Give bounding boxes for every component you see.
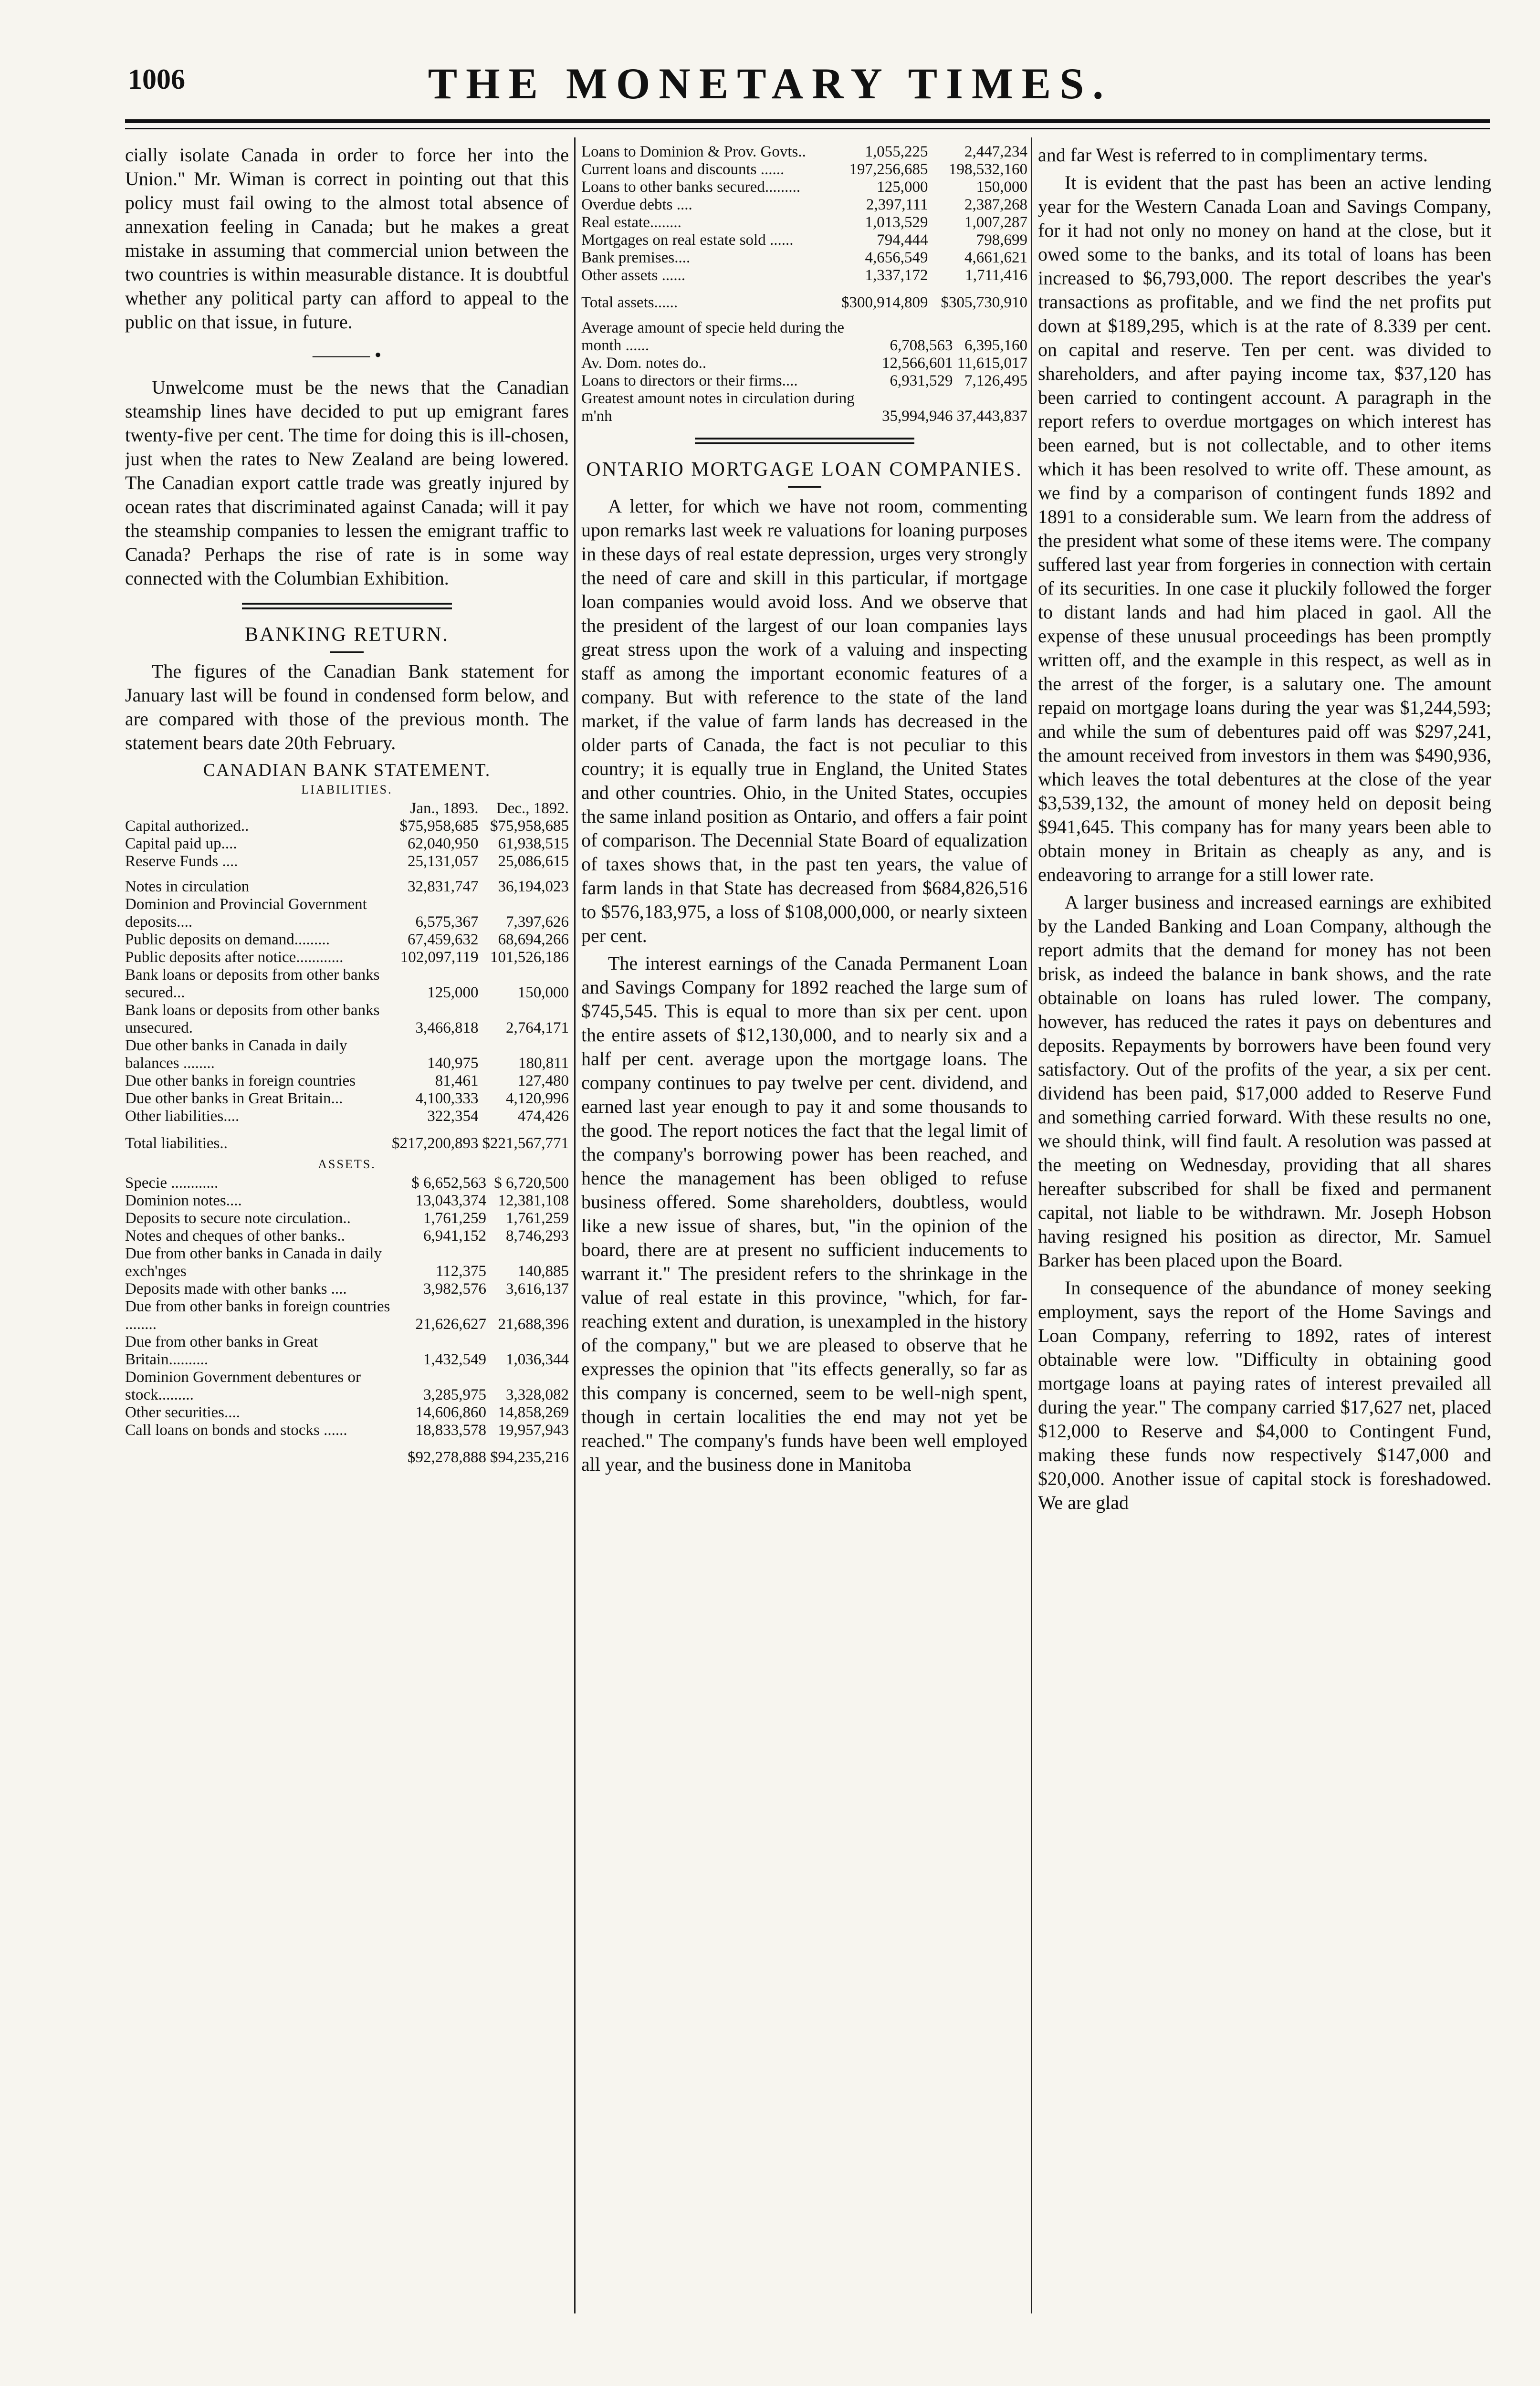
row-value-dec: 1,761,259 xyxy=(506,1210,569,1227)
table-row xyxy=(581,143,1027,161)
averages-table xyxy=(581,319,1027,425)
row-value-jan: 14,606,860 xyxy=(415,1404,486,1421)
row-value-dec: 150,000 xyxy=(517,984,569,1001)
row-value-dec: 127,480 xyxy=(517,1072,569,1089)
row-value-dec: 4,661,621 xyxy=(964,249,1027,266)
row-value-jan: 1,761,259 xyxy=(423,1210,486,1227)
statement-title: CANADIAN BANK STATEMENT. xyxy=(203,760,491,780)
row-label: Deposits to secure note circulation.. xyxy=(125,1210,351,1227)
row-value-jan: 4,100,333 xyxy=(415,1090,479,1107)
row-value-jan: 67,459,632 xyxy=(408,931,479,948)
row-label: Public deposits on demand......... xyxy=(125,931,330,948)
row-label: Bank loans or deposits from other banks unsecured. xyxy=(125,1002,380,1036)
table-row xyxy=(125,1090,569,1108)
row-label: Bank premises.... xyxy=(581,249,691,266)
row-label: Overdue debts .... xyxy=(581,196,692,213)
row-label: Other assets ...... xyxy=(581,267,686,284)
table-row xyxy=(581,267,1027,284)
row-label: Loans to directors or their firms.... xyxy=(581,372,798,389)
row-value-jan: 125,000 xyxy=(427,984,479,1001)
table-total-row xyxy=(125,1125,569,1152)
double-rule xyxy=(695,438,914,444)
table-row xyxy=(581,214,1027,231)
table-row xyxy=(125,853,569,870)
article-paragraph: A letter, for which we have not room, commenting upon remarks last week re valuations for loaning purposes in these days of real estate depression, urges very strongly the need of care and skill in this particular, if mortgage loan companies would avoid loss. And we observe that the president of the largest of our loan companies lays great stress upon the work of a valuing and inspecting staff as among the important economic features of a company. But with reference to the state of the land market, if the value of farm lands has decreased in the older parts of Canada, the fact is not peculiar to this country; it is equally true in England, the United States and other countries. Ohio, in the United States, occupies the same inland position as Ontario, and offers a fair point of comparison. The Decennial State Board of equalization of taxes shows that, in the past ten years, the value of farm lands in that State has decreased from $684,826,516 to $576,183,975, a loss of $108,000,000, or nearly sixteen per cent. xyxy=(581,495,1027,946)
row-label: Greatest amount notes in circulation during m'nh xyxy=(581,390,855,425)
page-header xyxy=(0,0,1540,143)
row-label: Other securities.... xyxy=(125,1404,241,1421)
row-label: Due from other banks in foreign countries ........ xyxy=(125,1298,390,1333)
row-label: Other liabilities.... xyxy=(125,1108,240,1125)
row-value-dec: 1,007,287 xyxy=(964,214,1027,231)
column-divider xyxy=(574,137,576,2313)
table-row xyxy=(125,1108,569,1125)
row-value-dec: 3,616,137 xyxy=(506,1280,569,1298)
table-row xyxy=(125,1298,569,1333)
table-row xyxy=(581,319,1027,355)
row-value-jan: 112,375 xyxy=(435,1263,486,1280)
row-value-dec: 61,938,515 xyxy=(498,835,569,852)
table-row xyxy=(125,1210,569,1227)
row-value-jan: $75,958,685 xyxy=(399,817,479,835)
row-value-jan: 21,626,627 xyxy=(415,1316,486,1333)
table-row xyxy=(581,390,1027,425)
row-value-jan: 1,337,172 xyxy=(865,267,928,284)
row-value-jan: 25,131,057 xyxy=(408,853,479,870)
page-number: 1006 xyxy=(128,63,185,95)
table-row xyxy=(581,231,1027,249)
row-value-jan: 2,397,111 xyxy=(866,196,928,213)
row-value-dec: 12,381,108 xyxy=(498,1192,569,1209)
section-separator: ——— • xyxy=(312,344,381,366)
header-rule-thin xyxy=(125,128,1490,129)
assets-body xyxy=(125,1174,569,1439)
row-value-dec: 36,194,023 xyxy=(498,878,569,895)
table-row xyxy=(125,1192,569,1210)
table-row xyxy=(125,1280,569,1298)
row-label: Notes in circulation xyxy=(125,878,250,895)
table-row xyxy=(125,1404,569,1422)
row-label: Av. Dom. notes do.. xyxy=(581,355,707,372)
row-value-dec: 101,526,186 xyxy=(490,949,569,966)
row-value-jan: 6,708,563 xyxy=(890,337,953,354)
header-rule xyxy=(125,119,1490,123)
row-value-dec: 198,532,160 xyxy=(949,161,1027,178)
table-row xyxy=(125,817,569,835)
table-total-row xyxy=(125,1439,569,1466)
total-value: $217,200,893 xyxy=(392,1135,479,1152)
column-divider xyxy=(1031,137,1032,2313)
row-label: Due other banks in Canada in daily balances ........ xyxy=(125,1037,347,1072)
row-label: Specie ............ xyxy=(125,1174,219,1192)
row-value-dec: 68,694,266 xyxy=(498,931,569,948)
table-header-row xyxy=(125,800,569,817)
row-label: Dominion and Provincial Government deposits.... xyxy=(125,896,367,931)
table-row xyxy=(125,835,569,853)
table-row xyxy=(125,1072,569,1090)
row-value-jan: 3,982,576 xyxy=(423,1280,486,1298)
row-value-dec: 37,443,837 xyxy=(956,408,1027,425)
row-label: Capital paid up.... xyxy=(125,835,237,852)
table-row xyxy=(125,870,569,896)
row-value-jan: 18,833,578 xyxy=(415,1422,486,1439)
row-label: Real estate........ xyxy=(581,214,681,231)
row-value-jan: 6,575,367 xyxy=(415,913,479,931)
row-value-jan: 6,941,152 xyxy=(423,1227,486,1245)
liabilities-body xyxy=(125,817,569,1125)
table-row xyxy=(581,249,1027,267)
column-header: Dec., 1892. xyxy=(496,800,569,817)
table-row xyxy=(125,1174,569,1192)
table-row xyxy=(125,931,569,949)
row-value-jan: 140,975 xyxy=(427,1055,479,1072)
row-value-dec: 7,397,626 xyxy=(506,913,569,931)
row-label: Deposits made with other banks .... xyxy=(125,1280,347,1298)
short-rule xyxy=(330,651,364,653)
row-label: Due from other banks in Great Britain.......... xyxy=(125,1333,318,1368)
total-label: Total liabilities.. xyxy=(125,1135,228,1152)
row-value-jan: 62,040,950 xyxy=(408,835,479,852)
row-value-dec: 21,688,396 xyxy=(498,1316,569,1333)
table-row xyxy=(125,1333,569,1369)
row-value-jan: 794,444 xyxy=(877,231,928,249)
row-label: Mortgages on real estate sold ...... xyxy=(581,231,794,249)
table-row xyxy=(581,178,1027,196)
article-paragraph: In consequence of the abundance of money seeking employment, says the report of the Home Savings and Loan Company, referring to 1892, rates of interest obtainable were low. "Difficulty in obtaining good mortgage loans at paying rates of interest prevailed all during the year." The company carried $17,627 net, placed $12,000 to Reserve and $4,000 to Contingent Fund, making these funds now respectively $147,000 and $20,000. Another issue of capital stock is foreshadowed. We are glad xyxy=(1038,1277,1491,1513)
table-row xyxy=(125,949,569,966)
article-paragraph: It is evident that the past has been an active lending year for the Western Canada Loan and Savings Company, for it had not only no money on hand at the close, but it owed some to the banks, and its total of loans has been increased to $6,793,000. The report describes the year's transactions as profitable, and we find the net profits put down at $189,295, which is at the rate of 8.339 per cent. on capital and reserve. Ten per cent. was divided to shareholders, and after paying income tax, $37,120 has been carried to contingent account. A paragraph in the report refers to overdue mortgages on which interest has been earned, but is not collectable, and to other items which it has been resolved to write off. These amount, as we find by a comparison of contingent funds 1892 and 1891 to a considerable sum. We learn from the address of the president what some of these items were. The company suffered last year from forgeries in connection with certain of its securities. In one case it pluckily followed the forger to distant lands and had him placed in gaol. All the expense of these unusual proceedings has been promptly written off, and the example in this respect, as well as in the arrest of the forger, is a salutary one. The amount repaid on mortgage loans during the year was $1,244,593; and while the sum of debentures paid off was $297,241, the amount received from investors in them was $490,936, which leaves the total debentures at the close of the year $3,539,132, the amount of money held on deposit being $941,645. This company has for many years been able to obtain money in Britain as cheaply as any, and is endeavoring to arrange for a still lower rate. xyxy=(1038,172,1491,885)
assets-continued-table xyxy=(581,143,1027,312)
row-label: Due other banks in foreign countries xyxy=(125,1072,356,1089)
double-rule xyxy=(242,603,452,609)
assets-label: ASSETS. xyxy=(318,1157,376,1171)
row-value-jan: 197,256,685 xyxy=(849,161,928,178)
row-value-jan: 3,466,818 xyxy=(415,1019,479,1036)
table-row xyxy=(125,1002,569,1037)
table-row xyxy=(125,1227,569,1245)
row-value-dec: 140,885 xyxy=(517,1263,569,1280)
article-paragraph: and far West is referred to in complimentary terms. xyxy=(1038,144,1428,166)
row-value-jan: 35,994,946 xyxy=(882,408,953,425)
row-value-jan: 3,285,975 xyxy=(423,1386,486,1403)
row-value-dec: 1,711,416 xyxy=(965,267,1027,284)
row-value-dec: 6,395,160 xyxy=(964,337,1027,354)
row-label: Bank loans or deposits from other banks secured... xyxy=(125,966,380,1001)
row-value-dec: 14,858,269 xyxy=(498,1404,569,1421)
column-right xyxy=(1038,143,1491,2314)
row-label: Capital authorized.. xyxy=(125,817,249,835)
row-value-dec: 180,811 xyxy=(518,1055,569,1072)
table-row xyxy=(581,196,1027,214)
masthead-title: THE MONETARY TIMES. xyxy=(428,59,1112,108)
row-value-jan: 1,055,225 xyxy=(865,143,928,160)
assets-table xyxy=(125,1174,569,1466)
row-value-dec: 25,086,615 xyxy=(498,853,569,870)
row-value-dec: 2,447,234 xyxy=(964,143,1027,160)
row-value-jan: 12,566,601 xyxy=(882,355,953,372)
row-label: Loans to other banks secured......... xyxy=(581,178,801,196)
row-label: Average amount of specie held during the month ...... xyxy=(581,319,845,354)
table-row xyxy=(125,966,569,1002)
row-value-dec: 8,746,293 xyxy=(506,1227,569,1245)
section-heading: BANKING RETURN. xyxy=(245,624,449,646)
table-row xyxy=(125,1245,569,1280)
row-value-dec: 2,387,268 xyxy=(964,196,1027,213)
row-label: Dominion Government debentures or stock......... xyxy=(125,1369,361,1403)
row-label: Call loans on bonds and stocks ...... xyxy=(125,1422,347,1439)
article-paragraph: Unwelcome must be the news that the Canadian steamship lines have decided to put up emigrant fares twenty-five per cent. The time for doing this is ill-chosen, just when the rates to New Zealand are being lowered. The Canadian export cattle trade was greatly injured by ocean rates that discriminated against Canada; will it pay the steamship companies to lessen the emigrant traffic to Canada? Perhaps the rise of rate is in some way connected with the Columbian Exhibition. xyxy=(125,377,569,589)
row-value-jan: 13,043,374 xyxy=(415,1192,486,1209)
row-label: Due other banks in Great Britain... xyxy=(125,1090,343,1107)
total-value: $92,278,888 xyxy=(408,1449,486,1466)
article-paragraph: The figures of the Canadian Bank statement for January last will be found in condensed form below, and are compared with those of the previous month. The statement bears date 20th February. xyxy=(125,660,569,753)
table-row xyxy=(581,161,1027,178)
total-label: Total assets...... xyxy=(581,294,678,311)
row-value-dec: 19,957,943 xyxy=(498,1422,569,1439)
row-value-jan: 322,354 xyxy=(427,1108,479,1125)
row-value-dec: 798,699 xyxy=(976,231,1027,249)
article-paragraph: The interest earnings of the Canada Permanent Loan and Savings Company for 1892 reached the large sum of $745,545. This is equal to more than six per cent. upon the entire assets of $12,130,000, and to nearly six and a half per cent. average upon the mortgage loans. The company continues to pay twelve per cent. dividend, and earned last year enough to pay it and some thousands to the good. The report notices the fact that the legal limit of the company's borrowing power has been reached, and hence the management has been obliged to refuse business offered. Some shareholders, doubtless, would like a new issue of shares, but, "in the opinion of the board, there are at present no sufficient inducements to warrant it." The president refers to the shrinkage in the value of real estate in this province, "which, for far-reaching extent and duration, is unexampled in the history of the company," but we are pleased to observe that he expresses the opinion that "its effects generally, so far as this company is concerned, seem to be well-nigh spent, though in certain localities the end may not yet be reached." The company's funds have been well employed all year, and the business done in Manitoba xyxy=(581,952,1027,1475)
row-value-dec: 1,036,344 xyxy=(506,1351,569,1368)
article-paragraph: A larger business and increased earnings are exhibited by the Landed Banking and Loan Company, although the report admits that the demand for money has not been brisk, as indeed the balance in bank shows, and the rate obtainable on loans has ruled lower. The company, however, has reduced the rates it pays on debentures and deposits. Repayments by borrowers have been found very satisfactory. Out of the profits of the year, a six per cent. dividend has been paid, $17,000 added to Reserve Fund and something carried forward. With these results no one, we should think, will find fault. A resolution was passed at the meeting on Wednesday, providing that all shares hereafter subscribed for shall be fixed and permanent capital, not liable to be withdrawn. Mr. Joseph Hobson having resigned his position as director, Mr. Samuel Barker has been placed upon the Board. xyxy=(1038,891,1491,1271)
row-label: Public deposits after notice............ xyxy=(125,949,344,966)
section-heading: ONTARIO MORTGAGE LOAN COMPANIES. xyxy=(586,459,1023,481)
row-value-dec: $75,958,685 xyxy=(490,817,569,835)
table-row xyxy=(125,1369,569,1404)
table-row xyxy=(125,896,569,931)
row-value-jan: 6,931,529 xyxy=(890,372,953,389)
total-value: $94,235,216 xyxy=(490,1449,569,1466)
row-value-dec: $ 6,720,500 xyxy=(494,1174,569,1192)
row-value-jan: 32,831,747 xyxy=(408,878,479,895)
row-value-dec: 474,426 xyxy=(517,1108,569,1125)
row-value-jan: 1,013,529 xyxy=(865,214,928,231)
column-left xyxy=(125,143,569,2314)
liabilities-table xyxy=(125,800,569,1152)
table-row xyxy=(581,355,1027,372)
row-value-jan: 81,461 xyxy=(435,1072,479,1089)
table-row xyxy=(125,1037,569,1072)
liabilities-label: LIABILITIES. xyxy=(301,783,393,796)
row-label: Dominion notes.... xyxy=(125,1192,242,1209)
assets-continued-body xyxy=(581,143,1027,284)
row-value-jan: 102,097,119 xyxy=(400,949,479,966)
row-value-dec: 11,615,017 xyxy=(957,355,1027,372)
short-rule xyxy=(788,486,821,488)
row-value-jan: 4,656,549 xyxy=(865,249,928,266)
column-header: Jan., 1893. xyxy=(410,800,479,817)
averages-body xyxy=(581,319,1027,425)
row-value-jan: 125,000 xyxy=(877,178,928,196)
row-value-jan: $ 6,652,563 xyxy=(411,1174,486,1192)
row-label: Loans to Dominion & Prov. Govts.. xyxy=(581,143,806,160)
row-label: Notes and cheques of other banks.. xyxy=(125,1227,345,1245)
total-value: $300,914,809 xyxy=(841,294,928,311)
row-value-dec: 2,764,171 xyxy=(506,1019,569,1036)
row-label: Current loans and discounts ...... xyxy=(581,161,785,178)
table-row xyxy=(125,1422,569,1439)
total-label xyxy=(125,1439,404,1466)
row-label: Due from other banks in Canada in daily exch'nges xyxy=(125,1245,382,1280)
column-middle xyxy=(581,143,1027,2314)
article-paragraph: cially isolate Canada in order to force her into the Union." Mr. Wiman is correct in pointing out that this policy must fail owing to the almost total absence of annexation feeling in Canada; but he makes a great mistake in assuming that commercial union between the two countries is within measurable distance. It is doubtful whether any political party can afford to appeal to the public on that issue, in future. xyxy=(125,144,569,333)
row-value-dec: 4,120,996 xyxy=(506,1090,569,1107)
row-value-dec: 7,126,495 xyxy=(964,372,1027,389)
row-label: Reserve Funds .... xyxy=(125,853,238,870)
row-value-dec: 150,000 xyxy=(976,178,1027,196)
table-row xyxy=(581,372,1027,390)
table-total-row xyxy=(581,284,1027,312)
total-value: $305,730,910 xyxy=(941,294,1027,311)
row-value-jan: 1,432,549 xyxy=(423,1351,486,1368)
row-value-dec: 3,328,082 xyxy=(506,1386,569,1403)
total-value: $221,567,771 xyxy=(482,1135,569,1152)
